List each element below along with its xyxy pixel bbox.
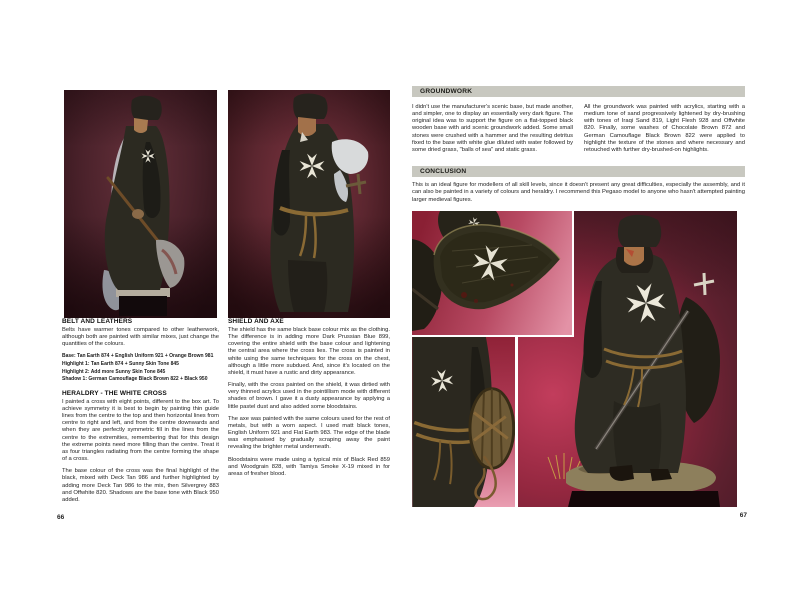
heraldry-paragraph-1: I painted a cross with eight points, different to the box art. To achieve symmetry it is best to begin by painting thin guide lines from the centre to the top and then horizontal lines from centre to right and left, and from the centre downwards and when they are perfectly symmetric fill in the lines from the centre to the extremities, remembering that for this design the extreme points need more filling than the centre. Treat it as four triangles radiating from the centre forming the shape of a cross. [62,398,219,463]
section-heading-belt-and-leathers: BELT AND LEATHERS [62,318,133,325]
page-number-right: 67 [739,512,747,519]
section-heading-heraldry: HERALDRY - THE WHITE CROSS [62,389,167,397]
paint-recipe-list [62,353,219,383]
left-text-column [62,318,219,509]
recipe-line-highlight1: Highlight 1: Tan Earth 874 + Sunny Skin Tone 845 [62,361,179,368]
recipe-line-highlight2: Highlight 2: Add more Sunny Skin Tone 845 [62,368,166,375]
groundwork-paragraph-2: All the groundwork was painted with acrylics, starting with a medium tone of sand progressively lightened by dry-brushing with tones of Iraqi Sand 819, Light Flesh 928 and Offwhite 820. Finally, some washes of Chocolate Brown 872 and German Camouflage Black Brown 822 were applied to highlight the texture of the stones and where necessary and retouched with further dry-brushed-on highlights. [584,104,745,153]
groundwork-column-2 [584,104,745,159]
photo-knight-three-quarter-view [228,90,390,318]
shield-axe-paragraph-1: The shield has the same black base colour mix as the clothing. The difference is in adding more Dark Prussian Blue 899, covering the entire shield with the base colour and lightening the central area where the cross lies. The cross is painted in white using the same techniques for the cross on the chest, although a little more subdued. And, since it's located on the shield, it must have a rustic and dirty appearance. [228,327,390,376]
knight-three-quarter-illustration [228,90,390,318]
groundwork-column-1 [412,104,573,159]
photo-knight-profile-with-axe [64,90,217,318]
conclusion-heading-bar [412,166,745,177]
shield-closeup-illustration [412,211,572,335]
groundwork-paragraph-1: I didn't use the manufacturer's scenic base, but made another, and simpler, one to display an essentially very dark figure. The original idea was to support the figure on a flat-topped black wooden base with arid scenic groundwork added. Some small stones were crushed with a hammer and the resulting detritus fixed to the base with white glue diluted with water followed by some dried grass, "balls of sea" and static grass. [412,104,573,153]
photo-shield-closeup [412,211,572,335]
recipe-line-shadow1: Shadow 1: German Camouflage Black Brown 822 + Black 950 [62,376,208,383]
shield-axe-paragraph-4: Bloodstains were made using a typical mix of Black Red 859 and Woodgrain 828, with Tamiya Smoke X-19 mixed in for areas of fresher blood. [228,456,390,477]
heraldry-paragraph-2: The base colour of the cross was the final highlight of the black, mixed with Deck Tan 986 and further highlighted by adding more Deck Tan 986 to the mix, then Silvergrey 883 and Offwhite 820. Shadows are the base tone with Black 950 added. [62,468,219,503]
groundwork-heading-bar [412,86,745,97]
middle-text-column [228,318,390,483]
knight-profile-illustration [64,90,217,318]
conclusion-heading: CONCLUSION [420,168,467,175]
shield-axe-paragraph-2: Finally, with the cross painted on the shield, it was dirtied with very thinned acrylics used in the pointillism mode with different shades of brown. I gave it a dusty appearance by applying a little pastel dust and also added some bloodstains. [228,382,390,410]
groundwork-heading: GROUNDWORK [420,88,473,95]
photo-collage [412,211,737,507]
torso-detail-illustration [412,337,515,507]
belt-paragraph: Belts have warmer tones compared to other leatherwork, although both are painted with similar mixes, just change the quantities of the colours. [62,327,219,348]
shield-axe-paragraph-3: The axe was painted with the same colours used for the rest of metals, but with a worn aspect. I used matt black tones, English Uniform 921 and Flat Earth 983. The edge of the blade was emphasised by gradually scraping away the paint revealing the brighter metal underneath. [228,415,390,451]
conclusion-paragraph: This is an ideal figure for modellers of all skill levels, since it doesn't present any great difficulties, especially the assembly, and it can also be painted in a variety of colours and heraldry. I recommend this Pegaso model to anyone who hasn't attempted painting larger medieval figures. [412,182,745,203]
conclusion-text-block [412,182,745,204]
recipe-line-base: Base: Tan Earth 874 + English Uniform 921 + Orange Brown 981 [62,353,214,360]
page-number-left: 66 [57,514,65,521]
section-heading-shield-and-axe: SHIELD AND AXE [228,318,284,325]
photo-torso-and-shield-detail [412,337,515,507]
